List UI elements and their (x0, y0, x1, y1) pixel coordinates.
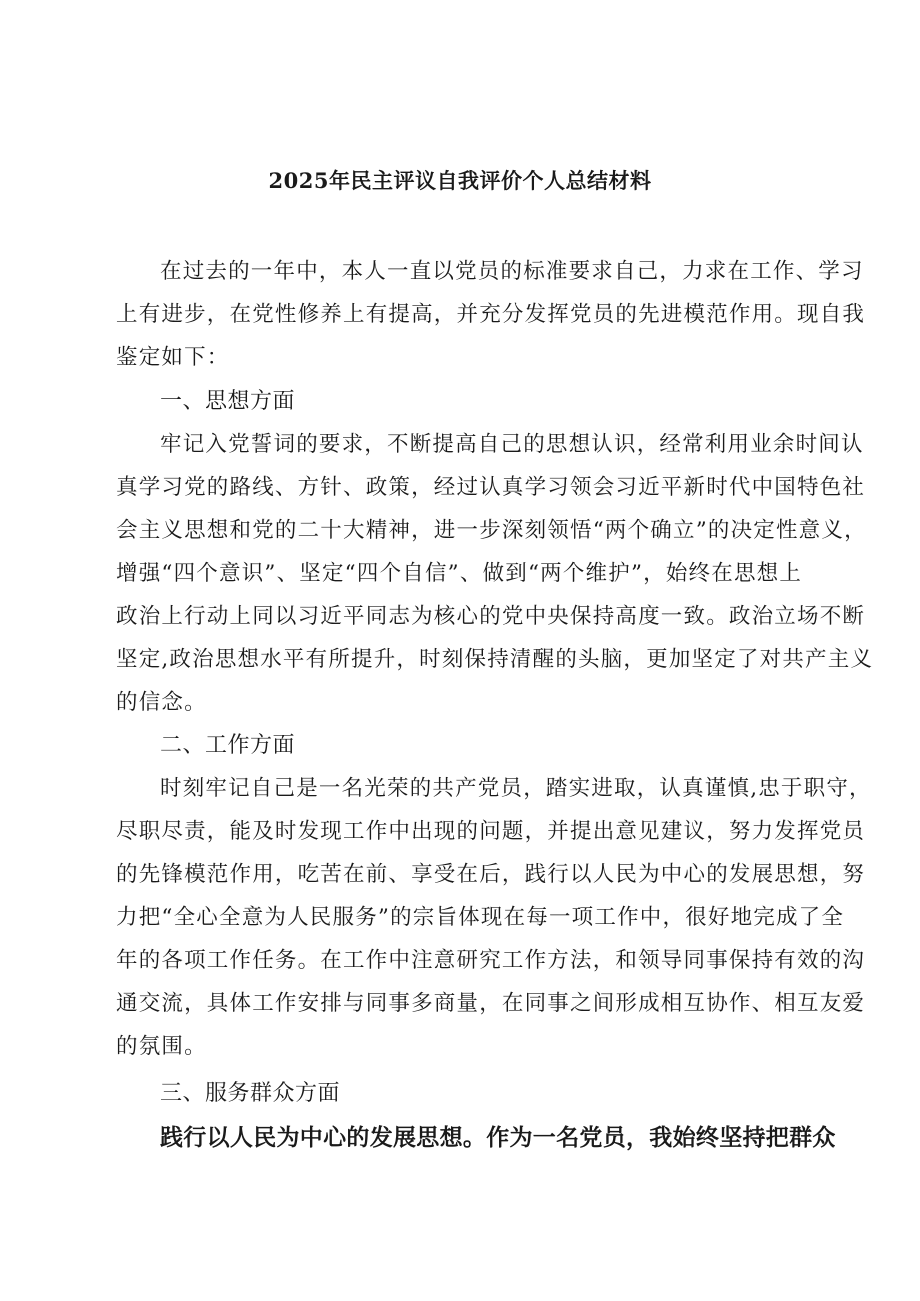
section1-line: 增强“四个意识”、坚定“四个自信”、做到“两个维护”，始终在思想上 (116, 561, 803, 586)
section2-line: 年的各项工作任务。在工作中注意研究工作方法，和领导同事保持有效的沟 (116, 948, 866, 973)
section1-line: 的信念。 (116, 690, 207, 715)
section2-line: 力把“全心全意为人民服务”的宗旨体现在每一项工作中，很好地完成了全 (116, 905, 845, 930)
section1-line: 坚定,政治思想水平有所提升，时刻保持清醒的头脑，更加坚定了对共产主义 (116, 647, 874, 672)
section2-line: 尽职尽责，能及时发现工作中出现的问题，并提出意见建议，努力发挥党员 (116, 819, 866, 844)
section-heading-work: 二、工作方面 (160, 733, 296, 758)
section-heading-service: 三、服务群众方面 (160, 1081, 341, 1106)
section2-line: 的先锋模范作用，吃苦在前、享受在后，践行以人民为中心的发展思想，努 (116, 862, 866, 887)
section3-line: 践行以人民为中心的发展思想。作为一名党员，我始终坚持把群众 (160, 1125, 836, 1151)
document-title: 2025年民主评议自我评价个人总结材料 (268, 168, 652, 193)
section2-line: 通交流，具体工作安排与同事多商量，在同事之间形成相互协作、相互友爱 (116, 991, 866, 1016)
section-heading-thought: 一、思想方面 (160, 389, 296, 414)
intro-line: 鉴定如下： (116, 345, 230, 370)
section2-line: 的氛围。 (116, 1034, 207, 1059)
intro-line: 在过去的一年中，本人一直以党员的标准要求自己，力求在工作、学习 (160, 259, 864, 284)
section2-line: 时刻牢记自己是一名光荣的共产党员，踏实进取，认真谨慎,忠于职守， (160, 776, 872, 801)
intro-line: 上有进步，在党性修养上有提高，并充分发挥党员的先进模范作用。现自我 (116, 302, 866, 327)
section1-line: 政治上行动上同以习近平同志为核心的党中央保持高度一致。政治立场不断 (116, 604, 866, 629)
section1-line: 牢记入党誓词的要求，不断提高自己的思想认识，经常利用业余时间认 (160, 432, 864, 457)
section1-line: 会主义思想和党的二十大精神，进一步深刻领悟“两个确立”的决定性意义， (116, 518, 867, 543)
section1-line: 真学习党的路线、方针、政策，经过认真学习领会习近平新时代中国特色社 (116, 475, 866, 500)
